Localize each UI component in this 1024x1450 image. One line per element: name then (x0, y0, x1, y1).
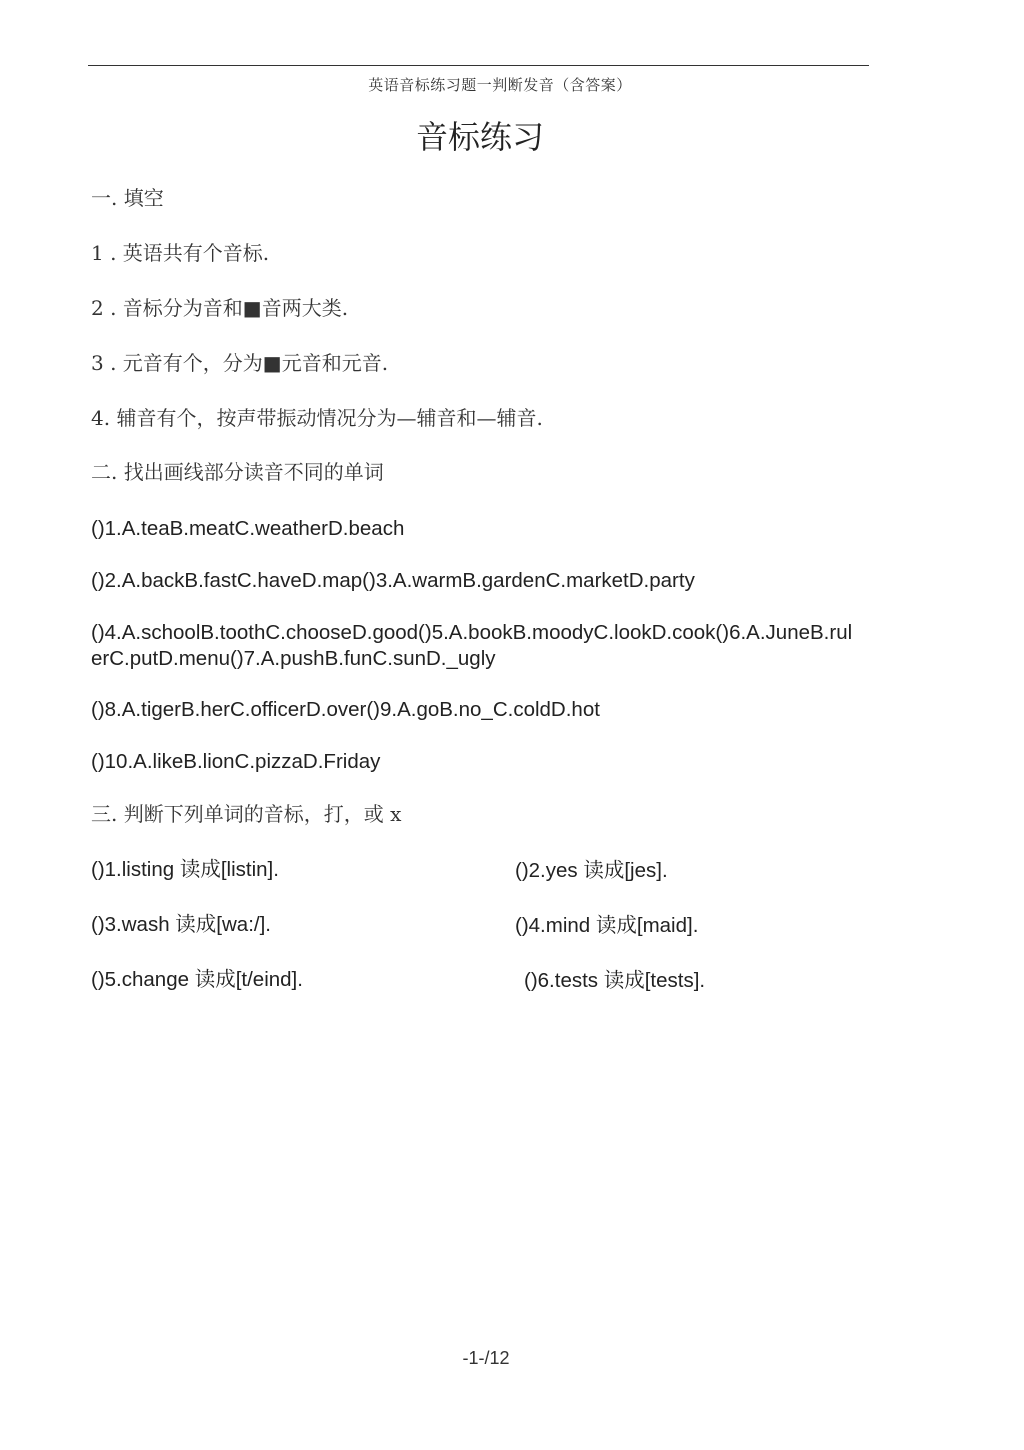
section-2-heading: 二. 找出画线部分读音不同的单词 (91, 460, 384, 484)
phonetic-judge-item: ()4.mind 读成[maid]. (515, 914, 699, 937)
page-title: 音标练习 (415, 118, 544, 156)
fill-blank-item-1: 1 . 英语共有个音标. (91, 241, 270, 265)
fill-blank-item-4: 4. 辅音有个，按声带振动情况分为—辅音和—辅音. (91, 406, 543, 430)
pronunciation-question-line: ()8.A.tigerB.herC.officerD.over()9.A.goB.no_C.coldD.hot (91, 698, 600, 721)
phonetic-judge-item: ()1.listing 读成[listin]. (91, 858, 279, 881)
pronunciation-question-line: ()10.A.likeB.lionC.pizzaD.Friday (91, 750, 381, 773)
pronunciation-question-line: ()4.A.schoolB.toothC.chooseD.good()5.A.bookB.moodyC.lookD.cook()6.A.JuneB.rulerC.putD.menu()7.A.pushB.funC.sunD._ugly (91, 621, 853, 670)
fill-blank-item-3: 3 . 元音有个，分为■元音和元音. (91, 351, 389, 375)
header-rule (88, 65, 869, 66)
phonetic-judge-item: ()2.yes 读成[jes]. (515, 859, 668, 882)
page-number: -1-/12 (462, 1348, 510, 1368)
phonetic-judge-item: ()5.change 读成[t/eind]. (91, 968, 303, 991)
running-header: 英语音标练习题一判断发音（含答案） (368, 76, 632, 94)
fill-blank-item-2: 2 . 音标分为音和■音两大类. (91, 296, 349, 320)
phonetic-judge-item: ()6.tests 读成[tests]. (524, 969, 706, 992)
pronunciation-question-line: ()2.A.backB.fastC.haveD.map()3.A.warmB.gardenC.marketD.party (91, 569, 695, 592)
phonetic-judge-item: ()3.wash 读成[wa:/]. (91, 913, 271, 936)
pronunciation-question-line: ()1.A.teaB.meatC.weatherD.beach (91, 517, 405, 540)
section-1-heading: 一. 填空 (91, 186, 164, 210)
section-3-heading: 三. 判断下列单词的音标，打，或 x (91, 802, 402, 826)
